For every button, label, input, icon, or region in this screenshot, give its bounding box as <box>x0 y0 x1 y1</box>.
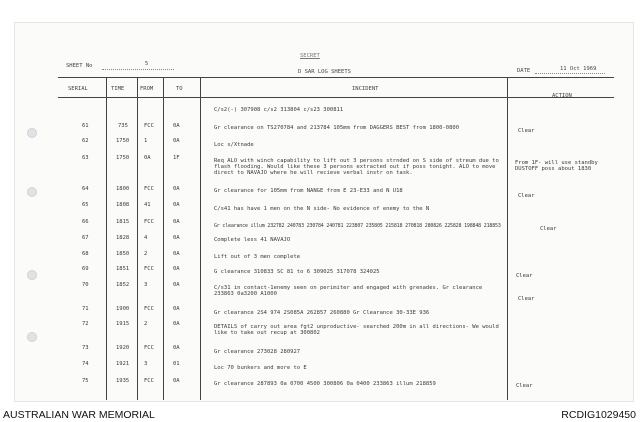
row-serial: 67 <box>82 235 89 241</box>
row-time: 1808 <box>116 202 130 208</box>
row-to: 0A <box>173 321 180 327</box>
col-header-action: ACTION <box>552 93 572 99</box>
row-incident: Loc s/Xtnade <box>214 142 254 148</box>
row-to: 0A <box>173 345 180 351</box>
row-serial: 70 <box>82 282 89 288</box>
row-incident: Req ALO with winch capability to lift out 3 persons strnded on S side of streum due to flash flooding. Would like these 3 persons extracted out if poss tonight. ALO to move direct to NAVAJO where he will recieve verbal instr on task. <box>214 158 499 176</box>
row-incident: Lift out of 3 men complete <box>214 254 301 260</box>
row-incident: Gr clearance 273028 280927 <box>214 349 301 355</box>
row-time: 1921 <box>116 361 130 367</box>
row-time: 1750 <box>116 155 130 161</box>
row-to: 0A <box>173 282 180 288</box>
col-header-to: TO <box>176 86 183 92</box>
row-incident: Gr clearance 287893 0a 0700 4500 300806 0a 0400 233863 illum 218859 <box>214 381 436 387</box>
date-label: DATE <box>517 68 531 74</box>
row-time: 1828 <box>116 235 130 241</box>
col-header-from: FROM <box>140 86 154 92</box>
row-from: 2 <box>144 321 148 327</box>
row-serial: 65 <box>82 202 89 208</box>
column-divider <box>200 77 201 400</box>
row-incident: Complete less 41 NAVAJO <box>214 237 291 243</box>
column-divider <box>106 77 107 400</box>
col-header-incident: INCIDENT <box>352 86 379 92</box>
table-header-rule <box>58 97 614 98</box>
row-serial: 75 <box>82 378 89 384</box>
row-serial: 69 <box>82 266 89 272</box>
row-to: 0A <box>173 266 180 272</box>
row-serial: 64 <box>82 186 89 192</box>
column-divider <box>137 77 138 400</box>
row-action: Clear <box>540 226 557 232</box>
punch-hole <box>27 332 37 342</box>
sheet-number-line <box>102 69 174 70</box>
sheet-number-value: 5 <box>145 61 149 67</box>
row-incident: G clearance 310833 SC 81 to 6 309025 317078 324025 <box>214 269 380 275</box>
row-to: 0A <box>173 123 180 129</box>
log-sheet <box>14 22 634 402</box>
row-to: 1F <box>173 155 180 161</box>
row-from: 0A <box>144 155 151 161</box>
row-time: 1800 <box>116 186 130 192</box>
row-serial: 62 <box>82 138 89 144</box>
punch-hole <box>27 128 37 138</box>
punch-hole <box>27 187 37 197</box>
row-serial: 63 <box>82 155 89 161</box>
row-from: 4 <box>144 235 148 241</box>
row-action: Clear <box>516 273 533 279</box>
row-time: 735 <box>118 123 128 129</box>
row-serial: 73 <box>82 345 89 351</box>
date-value: 11 Oct 1969 <box>560 66 597 72</box>
row-serial: 72 <box>82 321 89 327</box>
row-from: 3 <box>144 282 148 288</box>
row-time: 1815 <box>116 219 130 225</box>
row-incident: Gr clearance 2S4 974 2S085A 262857 260880 Gr Clearance 30-33E 936 <box>214 310 430 316</box>
row-incident: C/s2(-) 307908 c/s2 313804 c/s23 300811 <box>214 107 344 113</box>
row-to: 0A <box>173 202 180 208</box>
row-from: FCC <box>144 123 154 129</box>
row-action: Clear <box>518 128 535 134</box>
row-incident: Gr clearance for 105mm from NANGE from E 23-E33 and N U18 <box>214 188 403 194</box>
row-action: Clear <box>518 296 535 302</box>
row-incident: DETAILS of carry out area fgt2 unproductive- searched 200m in all directions- We would like to take out recup at 300802 <box>214 324 499 336</box>
table-top-rule <box>58 77 614 78</box>
row-time: 1935 <box>116 378 130 384</box>
row-action: Clear <box>516 383 533 389</box>
date-line <box>535 73 605 74</box>
row-incident: Gr clearance on TS270784 and 213784 105mm from DAGGERS BEST from 1800-0800 <box>214 125 460 131</box>
row-from: 2 <box>144 251 148 257</box>
row-to: 0A <box>173 219 180 225</box>
row-from: FCC <box>144 306 154 312</box>
row-incident: C/s31 in contact-1enemy seen on perimiter and engaged with grenades. Gr clearance 233863 0a3200 A1000 <box>214 285 483 297</box>
record-id: RCDIG1029450 <box>561 409 636 421</box>
column-divider <box>163 77 164 400</box>
row-to: 0A <box>173 235 180 241</box>
col-header-serial: SERIAL <box>68 86 88 92</box>
row-time: 1850 <box>116 251 130 257</box>
punch-hole <box>27 270 37 280</box>
row-time: 1915 <box>116 321 130 327</box>
classification-stamp: SECRET <box>300 53 320 59</box>
row-time: 1851 <box>116 266 130 272</box>
row-to: 0A <box>173 306 180 312</box>
row-from: FCC <box>144 345 154 351</box>
row-from: FCC <box>144 266 154 272</box>
column-divider <box>507 77 508 400</box>
row-action: From 1F- will use standby DUSTOFF poss about 1830 <box>515 160 598 172</box>
row-time: 1920 <box>116 345 130 351</box>
row-from: 41 <box>144 202 151 208</box>
row-to: 0A <box>173 186 180 192</box>
row-serial: 68 <box>82 251 89 257</box>
row-to: 01 <box>173 361 180 367</box>
row-serial: 71 <box>82 306 89 312</box>
row-to: 0A <box>173 378 180 384</box>
archive-credit: AUSTRALIAN WAR MEMORIAL <box>3 409 155 421</box>
row-from: FCC <box>144 219 154 225</box>
row-serial: 74 <box>82 361 89 367</box>
row-time: 1750 <box>116 138 130 144</box>
row-from: 1 <box>144 138 148 144</box>
row-incident: Loc 70 bunkers and more to E <box>214 365 307 371</box>
row-to: 0A <box>173 138 180 144</box>
col-header-time: TIME <box>111 86 125 92</box>
form-title: D SAR LOG SHEETS <box>298 69 351 75</box>
row-serial: 66 <box>82 219 89 225</box>
row-serial: 61 <box>82 123 89 129</box>
row-from: FCC <box>144 186 154 192</box>
row-time: 1900 <box>116 306 130 312</box>
sheet-number-label: SHEET No <box>66 63 93 69</box>
row-from: FCC <box>144 378 154 384</box>
row-time: 1852 <box>116 282 130 288</box>
row-from: 3 <box>144 361 148 367</box>
row-incident: C/s41 has have 1 men on the N side- No evidence of enemy to the N <box>214 206 430 212</box>
row-action: Clear <box>518 193 535 199</box>
row-to: 0A <box>173 251 180 257</box>
row-incident: Gr clearance illum 232782 240783 230784 240781 223807 235805 215818 270818 280826 225828 198848 218853 <box>214 223 501 229</box>
